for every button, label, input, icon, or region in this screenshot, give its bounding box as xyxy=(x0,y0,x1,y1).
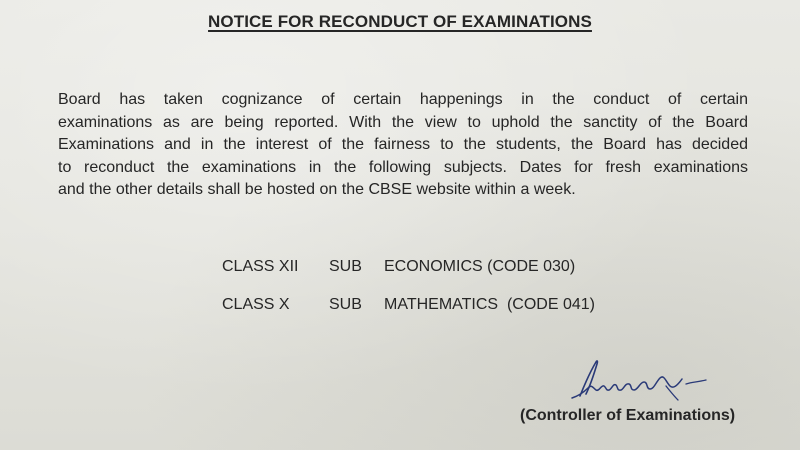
body-line: Examinations and in the interest of the fairness to the students, the Board has decided xyxy=(58,136,748,153)
class-label: CLASS X xyxy=(222,296,290,313)
notice-title-text: NOTICE FOR RECONDUCT OF EXAMINATIONS xyxy=(208,12,592,31)
class-label: CLASS XII xyxy=(222,258,299,275)
sub-label: SUB xyxy=(329,258,362,275)
notice-title xyxy=(0,12,800,32)
body-line: examinations as are being reported. With the view to uphold the sanctity of the Board xyxy=(58,113,748,131)
signature xyxy=(566,352,716,407)
subject-name: MATHEMATICS (CODE 041) xyxy=(384,296,595,313)
subject-name: ECONOMICS (CODE 030) xyxy=(384,258,576,275)
body-line: and the other details shall be hosted on the CBSE website within a week. xyxy=(58,181,576,198)
signatory-designation: (Controller of Examinations) xyxy=(520,407,736,424)
body-line: to reconduct the examinations in the following subjects. Dates for fresh examinations xyxy=(58,158,748,176)
body-line: Board has taken cognizance of certain happenings in the conduct of certain xyxy=(58,91,748,108)
notice-body xyxy=(58,89,748,202)
sub-label: SUB xyxy=(329,296,362,313)
